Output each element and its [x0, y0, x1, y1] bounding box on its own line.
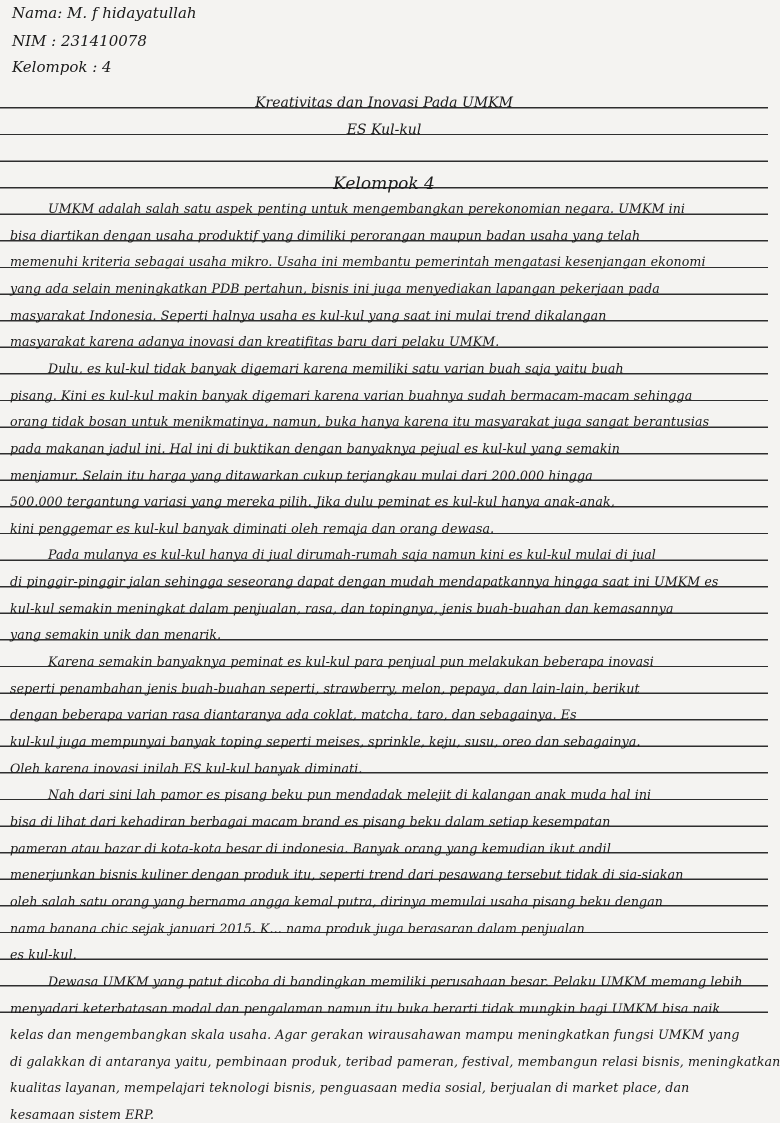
essay-line: kesamaan sistem ERP.: [10, 1107, 155, 1123]
essay-line: Pada mulanya es kul-kul hanya di jual dirumah-rumah saja namun kini es kul-kul mulai di jual: [48, 547, 656, 563]
essay-line: oleh salah satu orang yang bernama angga kemal putra, dirinya memulai usaha pisang beku dengan: [10, 893, 664, 909]
essay-line: Oleh karena inovasi inilah ES kul-kul banyak diminati.: [10, 760, 363, 776]
essay-line: kelas dan mengembangkan skala usaha. Agar gerakan wirausahawan mampu meningkatkan fungsi UMKM yang: [10, 1027, 740, 1043]
essay-line: memenuhi kriteria sebagai usaha mikro. Usaha ini membantu pemerintah mengatasi kesenjangan ekonomi: [10, 254, 706, 270]
essay-line: kini penggemar es kul-kul banyak diminati oleh remaja dan orang dewasa.: [10, 520, 495, 536]
essay-line: pada makanan jadul ini. Hal ini di buktikan dengan banyaknya pejual es kul-kul yang semakin: [10, 440, 620, 456]
essay-line: 500.000 tergantung variasi yang mereka pilih. Jika dulu peminat es kul-kul hanya anak-anak,: [10, 494, 615, 510]
group-number: Kelompok : 4: [12, 58, 112, 76]
essay-line: menjamur. Selain itu harga yang ditawarkan cukup terjangkau mulai dari 200.000 hingga: [10, 467, 593, 483]
essay-line: yang ada selain meningkatkan PDB pertahun, bisnis ini juga menyediakan lapangan pekerjaan pada: [10, 280, 660, 296]
essay-title: Kreativitas dan Inovasi Pada UMKM: [255, 95, 513, 111]
essay-subtitle: ES Kul-kul: [346, 122, 422, 138]
essay-line: pameran atau bazar di kota-kota besar di indonesia. Banyak orang yang kemudian ikut andil: [10, 840, 611, 856]
essay-line: kul-kul juga mempunyai banyak toping seperti meises, sprinkle, keju, susu, oreo dan sebagainya.: [10, 734, 641, 749]
essay-line: masyarakat karena adanya inovasi dan kreatifitas baru dari pelaku UMKM.: [10, 334, 500, 350]
essay-line: pisang. Kini es kul-kul makin banyak digemari karena varian buahnya sudah bermacam-macam sehingga: [10, 387, 693, 403]
essay-line: menyadari keterbatasan modal dan pengalaman namun itu buka berarti tidak mungkin bagi UMKM bisa naik: [10, 1000, 721, 1016]
essay-line: Nah dari sini lah pamor es pisang beku pun mendadak melejit di kalangan anak muda hal ini: [48, 787, 652, 803]
essay-line: kul-kul semakin meningkat dalam penjualan, rasa, dan topingnya, jenis buah-buahan dan kemasannya: [10, 600, 674, 616]
essay-line: Dulu, es kul-kul tidak banyak digemari karena memiliki satu varian buah saja yaitu buah: [48, 360, 624, 376]
essay-line: menerjunkan bisnis kuliner dengan produk itu, seperti trend dari pesawang tersebut tidak di sia-siakan: [10, 867, 684, 883]
group-heading: Kelompok 4: [333, 174, 435, 194]
essay-line: Karena semakin banyaknya peminat es kul-kul para penjual pun melakukan beberapa inovasi: [48, 654, 654, 670]
essay-line: nama banana chic sejak januari 2015. K... nama produk juga berasaran dalam penjualan: [10, 920, 585, 936]
essay-line: es kul-kul.: [10, 947, 77, 963]
essay-line: di pinggir-pinggir jalan sehingga seseorang dapat dengan mudah mendapatkannya hingga saat ini UMKM es: [10, 574, 719, 590]
essay-line: di galakkan di antaranya yaitu, pembinaan produk, teribad pameran, festival, membangun relasi bisnis, meningkatkan: [10, 1053, 780, 1069]
essay-line: seperti penambahan jenis buah-buahan seperti, strawberry, melon, pepaya, dan lain-lain, berikut: [10, 680, 640, 696]
student-nim: NIM : 231410078: [12, 32, 147, 50]
essay-line: Dewasa UMKM yang patut dicoba di bandingkan memiliki perusahaan besar. Pelaku UMKM memang lebih: [48, 973, 743, 989]
student-name: Nama: M. f hidayatullah: [12, 4, 197, 22]
essay-line: yang semakin unik dan menarik.: [10, 627, 222, 643]
essay-line: dengan beberapa varian rasa diantaranya ada coklat, matcha, taro, dan sebagainya. Es: [10, 707, 577, 723]
essay-line: UMKM adalah salah satu aspek penting untuk mengembangkan perekonomian negara. UMKM ini: [48, 201, 686, 216]
essay-line: masyarakat Indonesia. Seperti halnya usaha es kul-kul yang saat ini mulai trend dikalangan: [10, 307, 607, 323]
essay-line: orang tidak bosan untuk menikmatinya, namun, buka hanya karena itu masyarakat juga sangat berantusias: [10, 414, 710, 430]
essay-line: kualitas layanan, mempelajari teknologi bisnis, penguasaan media sosial, berjualan di market place, dan: [10, 1080, 690, 1096]
essay-line: bisa diartikan dengan usaha produktif yang dimiliki perorangan maupun badan usaha yang telah: [10, 227, 641, 243]
essay-line: bisa di lihat dari kehadiran berbagai macam brand es pisang beku dalam setiap kesempatan: [10, 813, 611, 829]
